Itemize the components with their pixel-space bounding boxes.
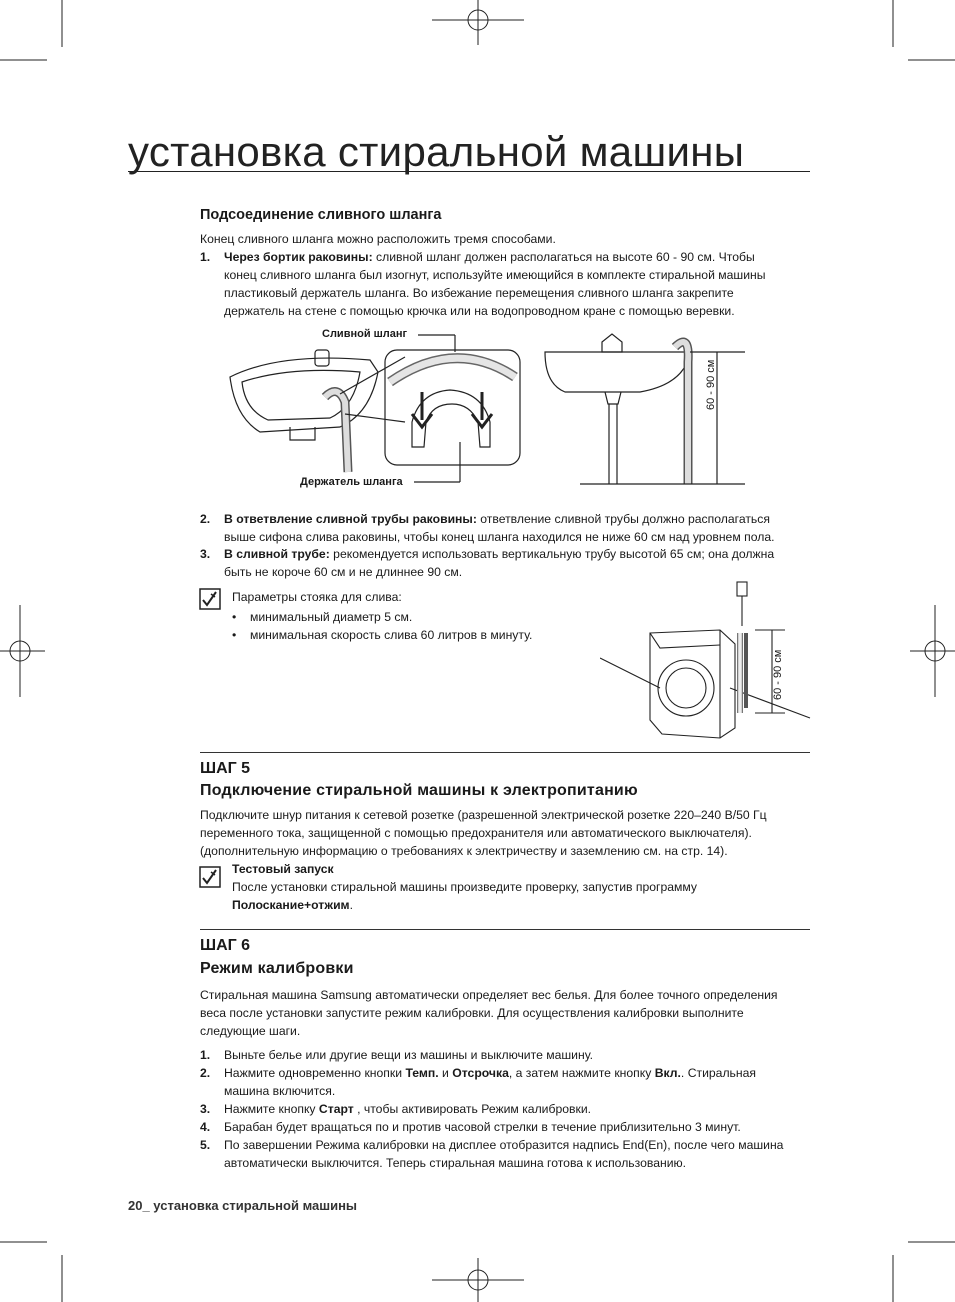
drain-item-2 bbox=[200, 510, 820, 546]
calibration-steps bbox=[200, 1046, 820, 1176]
item-number: 3. bbox=[200, 1102, 211, 1116]
item-text: Нажмите одновременно кнопки Темп. и Отсрочка, а затем нажмите кнопку Вкл.. Стиральная bbox=[224, 1066, 757, 1080]
item-number: 1. bbox=[200, 1048, 211, 1062]
item-text: пластиковый держатель шланга. Во избежание перемещения сливного шланга закрепите bbox=[224, 286, 734, 300]
note-icon bbox=[199, 866, 221, 888]
step6-label: ШАГ 6 bbox=[200, 937, 251, 954]
item-number: 1. bbox=[200, 250, 211, 264]
item-text: держатель на стене с помощью крючка или на водопроводном кране с помощью веревки. bbox=[224, 304, 735, 318]
page-title: установка стиральной машины bbox=[128, 128, 745, 175]
item-text: рекомендуется использовать вертикальную трубу высотой 65 см; она должна bbox=[329, 547, 775, 561]
note-title: Параметры стояка для слива: bbox=[232, 590, 402, 604]
item-text: Выньте белье или другие вещи из машины и выключите машину. bbox=[224, 1048, 593, 1062]
footer-text: _ установка стиральной машины bbox=[142, 1198, 358, 1213]
drain-item-1 bbox=[200, 248, 820, 320]
item-term: В сливной трубе: bbox=[224, 547, 330, 561]
item-number: 2. bbox=[200, 1066, 211, 1080]
step6-line: Стиральная машина Samsung автоматически определяет вес белья. Для более точного определения bbox=[200, 988, 778, 1002]
item-text: ответвление сливной трубы должно располагаться bbox=[476, 512, 770, 526]
label-height-1: 60 - 90 см bbox=[705, 359, 717, 410]
drain-item-3 bbox=[200, 545, 820, 581]
bullet-dot: • bbox=[232, 628, 237, 642]
step5-body bbox=[200, 806, 820, 860]
item-term: В ответвление сливной трубы раковины: bbox=[224, 512, 477, 526]
step6-line: веса после установки запустите режим калибровки. Для осуществления калибровки выполните bbox=[200, 1006, 744, 1020]
bullet-text: минимальный диаметр 5 см. bbox=[250, 610, 413, 624]
item-text: сливной шланг должен располагаться на высоте 60 - 90 см. Чтобы bbox=[372, 250, 755, 264]
test-run-title: Тестовый запуск bbox=[232, 862, 334, 876]
item-text: По завершении Режима калибровки на дисплее отобразится надпись End(En), после чего машина bbox=[224, 1138, 784, 1152]
page-number: 20 bbox=[128, 1198, 143, 1213]
item-number: 4. bbox=[200, 1120, 211, 1134]
step5-line: переменного тока, защищенной с помощью предохранителя или автоматического выключателя). bbox=[200, 826, 752, 840]
period: . bbox=[349, 898, 353, 912]
item-text: быть не короче 60 см и не длиннее 90 см. bbox=[224, 565, 463, 579]
label-hose-holder: Держатель шланга bbox=[300, 476, 403, 488]
sink-diagram bbox=[220, 322, 760, 494]
drain-intro: Конец сливного шланга можно расположить тремя способами. bbox=[200, 232, 556, 246]
step6-line: следующие шаги. bbox=[200, 1024, 301, 1038]
step6-body bbox=[200, 986, 820, 1040]
item-text: машина включится. bbox=[224, 1084, 336, 1098]
bullet-text: минимальная скорость слива 60 литров в минуту. bbox=[250, 628, 533, 642]
step5-rule bbox=[200, 752, 810, 753]
item-text: Барабан будет вращаться по и против часовой стрелки в течение приблизительно 3 минут. bbox=[224, 1120, 741, 1134]
item-number: 5. bbox=[200, 1138, 211, 1152]
step5-label: ШАГ 5 bbox=[200, 760, 251, 777]
step5-line: (дополнительную информацию о требованиях к электричеству и заземлению см. на стр. 14). bbox=[200, 844, 728, 858]
title-underline bbox=[128, 171, 810, 172]
step6-rule bbox=[200, 929, 810, 930]
item-text: Нажмите кнопку Старт , чтобы активировать Режим калибровки. bbox=[224, 1102, 592, 1116]
step5-line: Подключите шнур питания к сетевой розетке (разрешенной электрической розетке 220–240 В/50 Гц bbox=[200, 808, 767, 822]
item-term: Через бортик раковины: bbox=[224, 250, 373, 264]
note-bullets bbox=[232, 608, 572, 648]
item-text: конец сливного шланга был изогнут, используйте имеющийся в комплекте стиральной машины bbox=[224, 268, 766, 282]
item-text: выше сифона слива раковины, чтобы конец шланга находился не ниже 60 см над уровнем пола. bbox=[224, 530, 775, 544]
test-run-program bbox=[232, 896, 353, 914]
step5-title: Подключение стиральной машины к электропитанию bbox=[200, 782, 638, 799]
test-run-text: После установки стиральной машины произведите проверку, запустив программу bbox=[232, 880, 698, 894]
note-icon bbox=[199, 588, 221, 610]
item-text: автоматически выключится. Теперь стиральная машина готова к использованию. bbox=[224, 1156, 687, 1170]
item-number: 3. bbox=[200, 547, 211, 561]
page-footer bbox=[128, 1198, 357, 1213]
drain-heading: Подсоединение сливного шланга bbox=[200, 207, 442, 223]
label-height-2: 60 - 90 см bbox=[772, 649, 784, 700]
bullet-dot: • bbox=[232, 610, 237, 624]
program-name: Полоскание+отжим bbox=[232, 898, 350, 912]
item-number: 2. bbox=[200, 512, 211, 526]
step6-title: Режим калибровки bbox=[200, 960, 354, 977]
label-drain-hose: Сливной шланг bbox=[322, 328, 408, 340]
